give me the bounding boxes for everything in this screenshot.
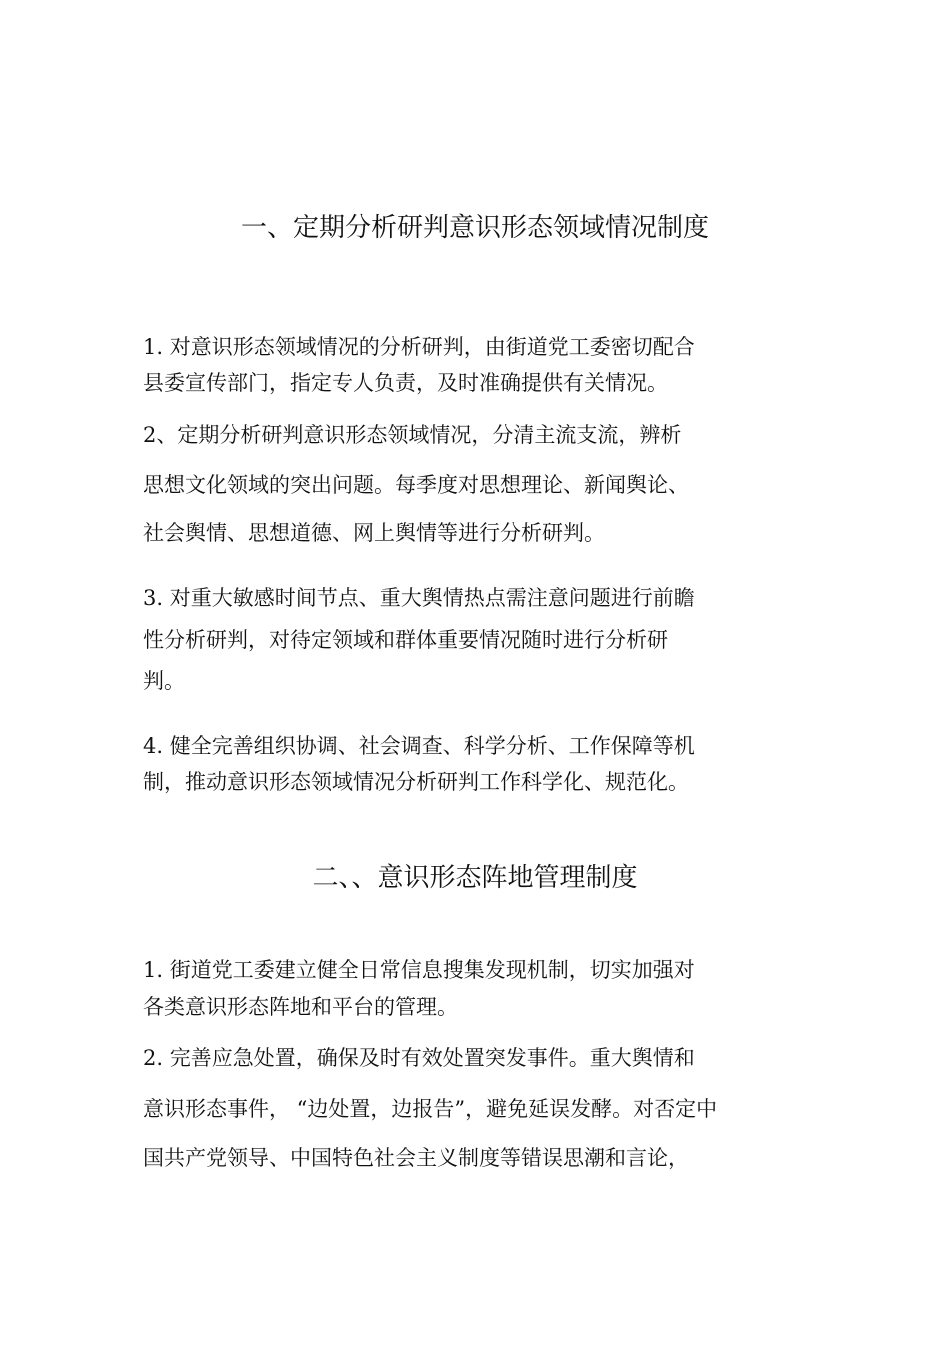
paragraph-line: 2、定期分析研判意识形态领域情况，分清主流支流，辨析 (143, 423, 682, 447)
paragraph-line: 3. 对重大敏感时间节点、重大舆情热点需注意问题进行前瞻 (143, 586, 695, 610)
paragraph-line: 意识形态事件， “边处置，边报告”，避免延误发酵。对否定中 (143, 1097, 718, 1121)
paragraph-line: 1. 对意识形态领域情况的分析研判，由街道党工委密切配合 (143, 335, 695, 359)
paragraph-line: 4. 健全完善组织协调、社会调查、科学分析、工作保障等机 (143, 734, 695, 758)
paragraph-line: 各类意识形态阵地和平台的管理。 (143, 995, 458, 1019)
section-1-title: 一、定期分析研判意识形态领域情况制度 (240, 213, 709, 243)
paragraph-line: 社会舆情、思想道德、网上舆情等进行分析研判。 (143, 521, 605, 545)
paragraph-line: 制，推动意识形态领域情况分析研判工作科学化、规范化。 (143, 770, 689, 794)
paragraph-line: 思想文化领域的突出问题。每季度对思想理论、新闻舆论、 (143, 473, 689, 497)
paragraph-line: 性分析研判，对待定领域和群体重要情况随时进行分析研 (143, 628, 668, 652)
paragraph-line: 国共产党领导、中国特色社会主义制度等错误思潮和言论， (143, 1146, 689, 1170)
paragraph-line: 判。 (143, 669, 185, 693)
paragraph-line: 1. 街道党工委建立健全日常信息搜集发现机制，切实加强对 (143, 958, 695, 982)
paragraph-line: 县委宣传部门，指定专人负责，及时准确提供有关情况。 (143, 371, 668, 395)
paragraph-line: 2. 完善应急处置，确保及时有效处置突发事件。重大舆情和 (143, 1046, 695, 1070)
section-2-title: 二、、意识形态阵地管理制度 (312, 863, 638, 893)
